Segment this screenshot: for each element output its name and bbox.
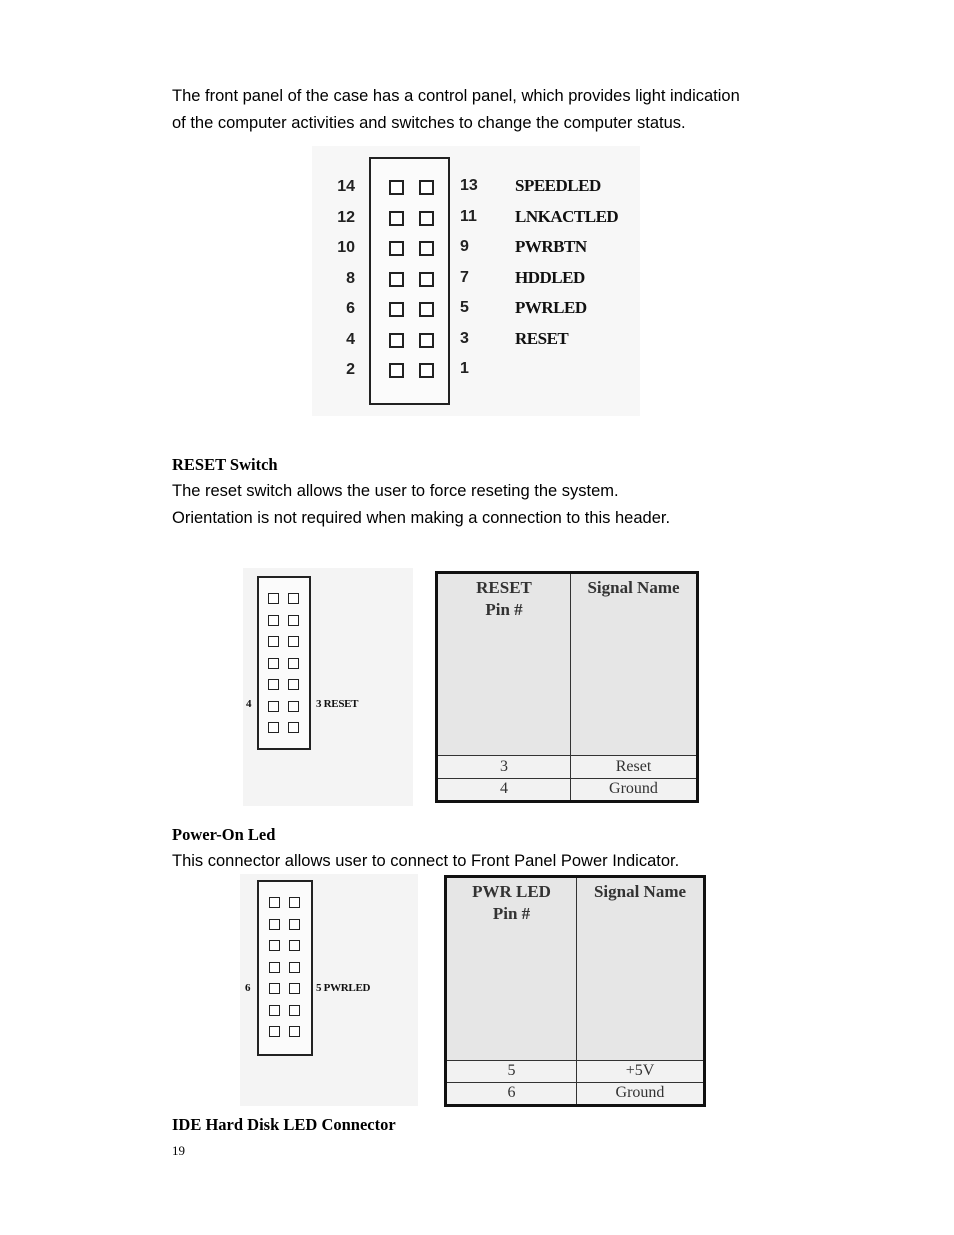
pin-square [288,701,299,712]
reset-paragraph [172,478,670,531]
pin-square [268,658,279,669]
pin-square [289,962,300,973]
table-row [446,1060,705,1082]
signal-label: PWRLED [515,298,587,317]
pin-square [289,983,300,994]
intro-paragraph [172,83,740,136]
pin-square [389,363,404,378]
pin-square [288,636,299,647]
pin-square [419,302,434,317]
table-row [437,778,698,801]
pin-square [288,658,299,669]
left-pin-number: 14 [337,178,355,195]
reset-heading: RESET Switch [172,455,278,474]
power-led-table-pin-header: PWR LED Pin # [446,877,577,1061]
pin-square [268,722,279,733]
pin-square [389,333,404,348]
reset-line-2: Orientation is not required when making a connection to this header. [172,508,671,527]
pin-square [419,363,434,378]
pin-square [419,333,434,348]
pin-square [419,272,434,287]
right-pin-number: 3 [460,329,469,347]
pin-square [288,722,299,733]
reset-table-signal-header: Signal Name [571,573,698,756]
signal-label: RESET [515,328,569,348]
pin-square [289,940,300,951]
signal-label: LNKACTLED [515,206,619,226]
reset-row-1-signal: Reset [571,756,698,778]
pin-square [289,1005,300,1016]
signal-label: HDDLED [515,267,585,287]
right-pin-number: 13 [460,177,478,194]
left-pin-number: 8 [346,269,355,287]
pin-square [269,962,280,973]
pin-square [268,615,279,626]
power-led-heading: Power-On Led [172,825,276,844]
power-led-row-1-signal: +5V [577,1060,705,1082]
right-pin-number: 7 [460,268,469,286]
pin-square [288,679,299,690]
front-panel-connector-diagram [312,146,640,416]
power-led-row-2-signal: Ground [577,1082,705,1105]
header-outline [369,157,450,405]
power-led-header-outline [257,880,313,1056]
pin-square [269,1026,280,1037]
reset-row-2-pin: 4 [437,778,571,801]
reset-table-pin-header: RESET Pin # [437,573,571,756]
reset-pin-4-label: 4 [246,698,252,710]
pin-square [288,593,299,604]
pin-square [268,701,279,712]
reset-connector-diagram [243,568,413,806]
left-pin-number: 12 [337,208,355,226]
pin-square [389,272,404,287]
pin-square [389,241,404,256]
reset-line-1: The reset switch allows the user to force reseting the system. [172,482,619,500]
reset-row-1-pin: 3 [437,756,571,778]
pin-square [389,302,404,317]
pin-square [289,1026,300,1037]
reset-pin-3-label: 3 RESET [316,698,359,710]
pin-square [268,593,279,604]
table-row [437,756,698,778]
right-pin-number: 11 [460,207,477,225]
left-pin-number: 4 [346,330,355,348]
power-led-table-signal-header: Signal Name [577,877,705,1061]
pin-square [419,241,434,256]
pin-square [288,615,299,626]
reset-header-outline [257,576,311,750]
left-pin-number: 10 [337,239,355,256]
pin-square [289,919,300,930]
pin-square [389,211,404,226]
pin-square [268,636,279,647]
power-led-pin-6-label: 6 [245,982,251,994]
pin-square [269,983,280,994]
power-led-row-1-pin: 5 [446,1060,577,1082]
pin-square [289,897,300,908]
left-pin-number: 2 [346,361,355,378]
power-led-line-1: This connector allows user to connect to Front Panel Power Indicator. [172,852,680,870]
right-pin-number: 9 [460,238,469,255]
signal-label: SPEEDLED [515,176,601,195]
intro-line-1: The front panel of the case has a control panel, which provides light indication [172,87,740,105]
pin-square [389,180,404,195]
reset-signal-table [435,571,699,803]
pin-square [419,180,434,195]
power-led-pin-5-label: 5 PWRLED [316,982,371,994]
power-led-connector-diagram [240,874,418,1106]
power-led-paragraph [172,848,679,875]
intro-line-2: of the computer activities and switches to change the computer status. [172,113,686,132]
page-number: 19 [172,1143,185,1158]
pin-square [269,919,280,930]
left-pin-number: 6 [346,300,355,317]
ide-led-heading: IDE Hard Disk LED Connector [172,1115,396,1134]
pin-square [269,897,280,908]
right-pin-number: 1 [460,360,469,377]
power-led-row-2-pin: 6 [446,1082,577,1105]
pin-square [269,940,280,951]
pin-square [419,211,434,226]
table-row [446,1082,705,1105]
pin-square [268,679,279,690]
power-led-signal-table [444,875,706,1107]
reset-row-2-signal: Ground [571,778,698,801]
pin-square [269,1005,280,1016]
signal-label: PWRBTN [515,237,587,256]
right-pin-number: 5 [460,299,469,316]
